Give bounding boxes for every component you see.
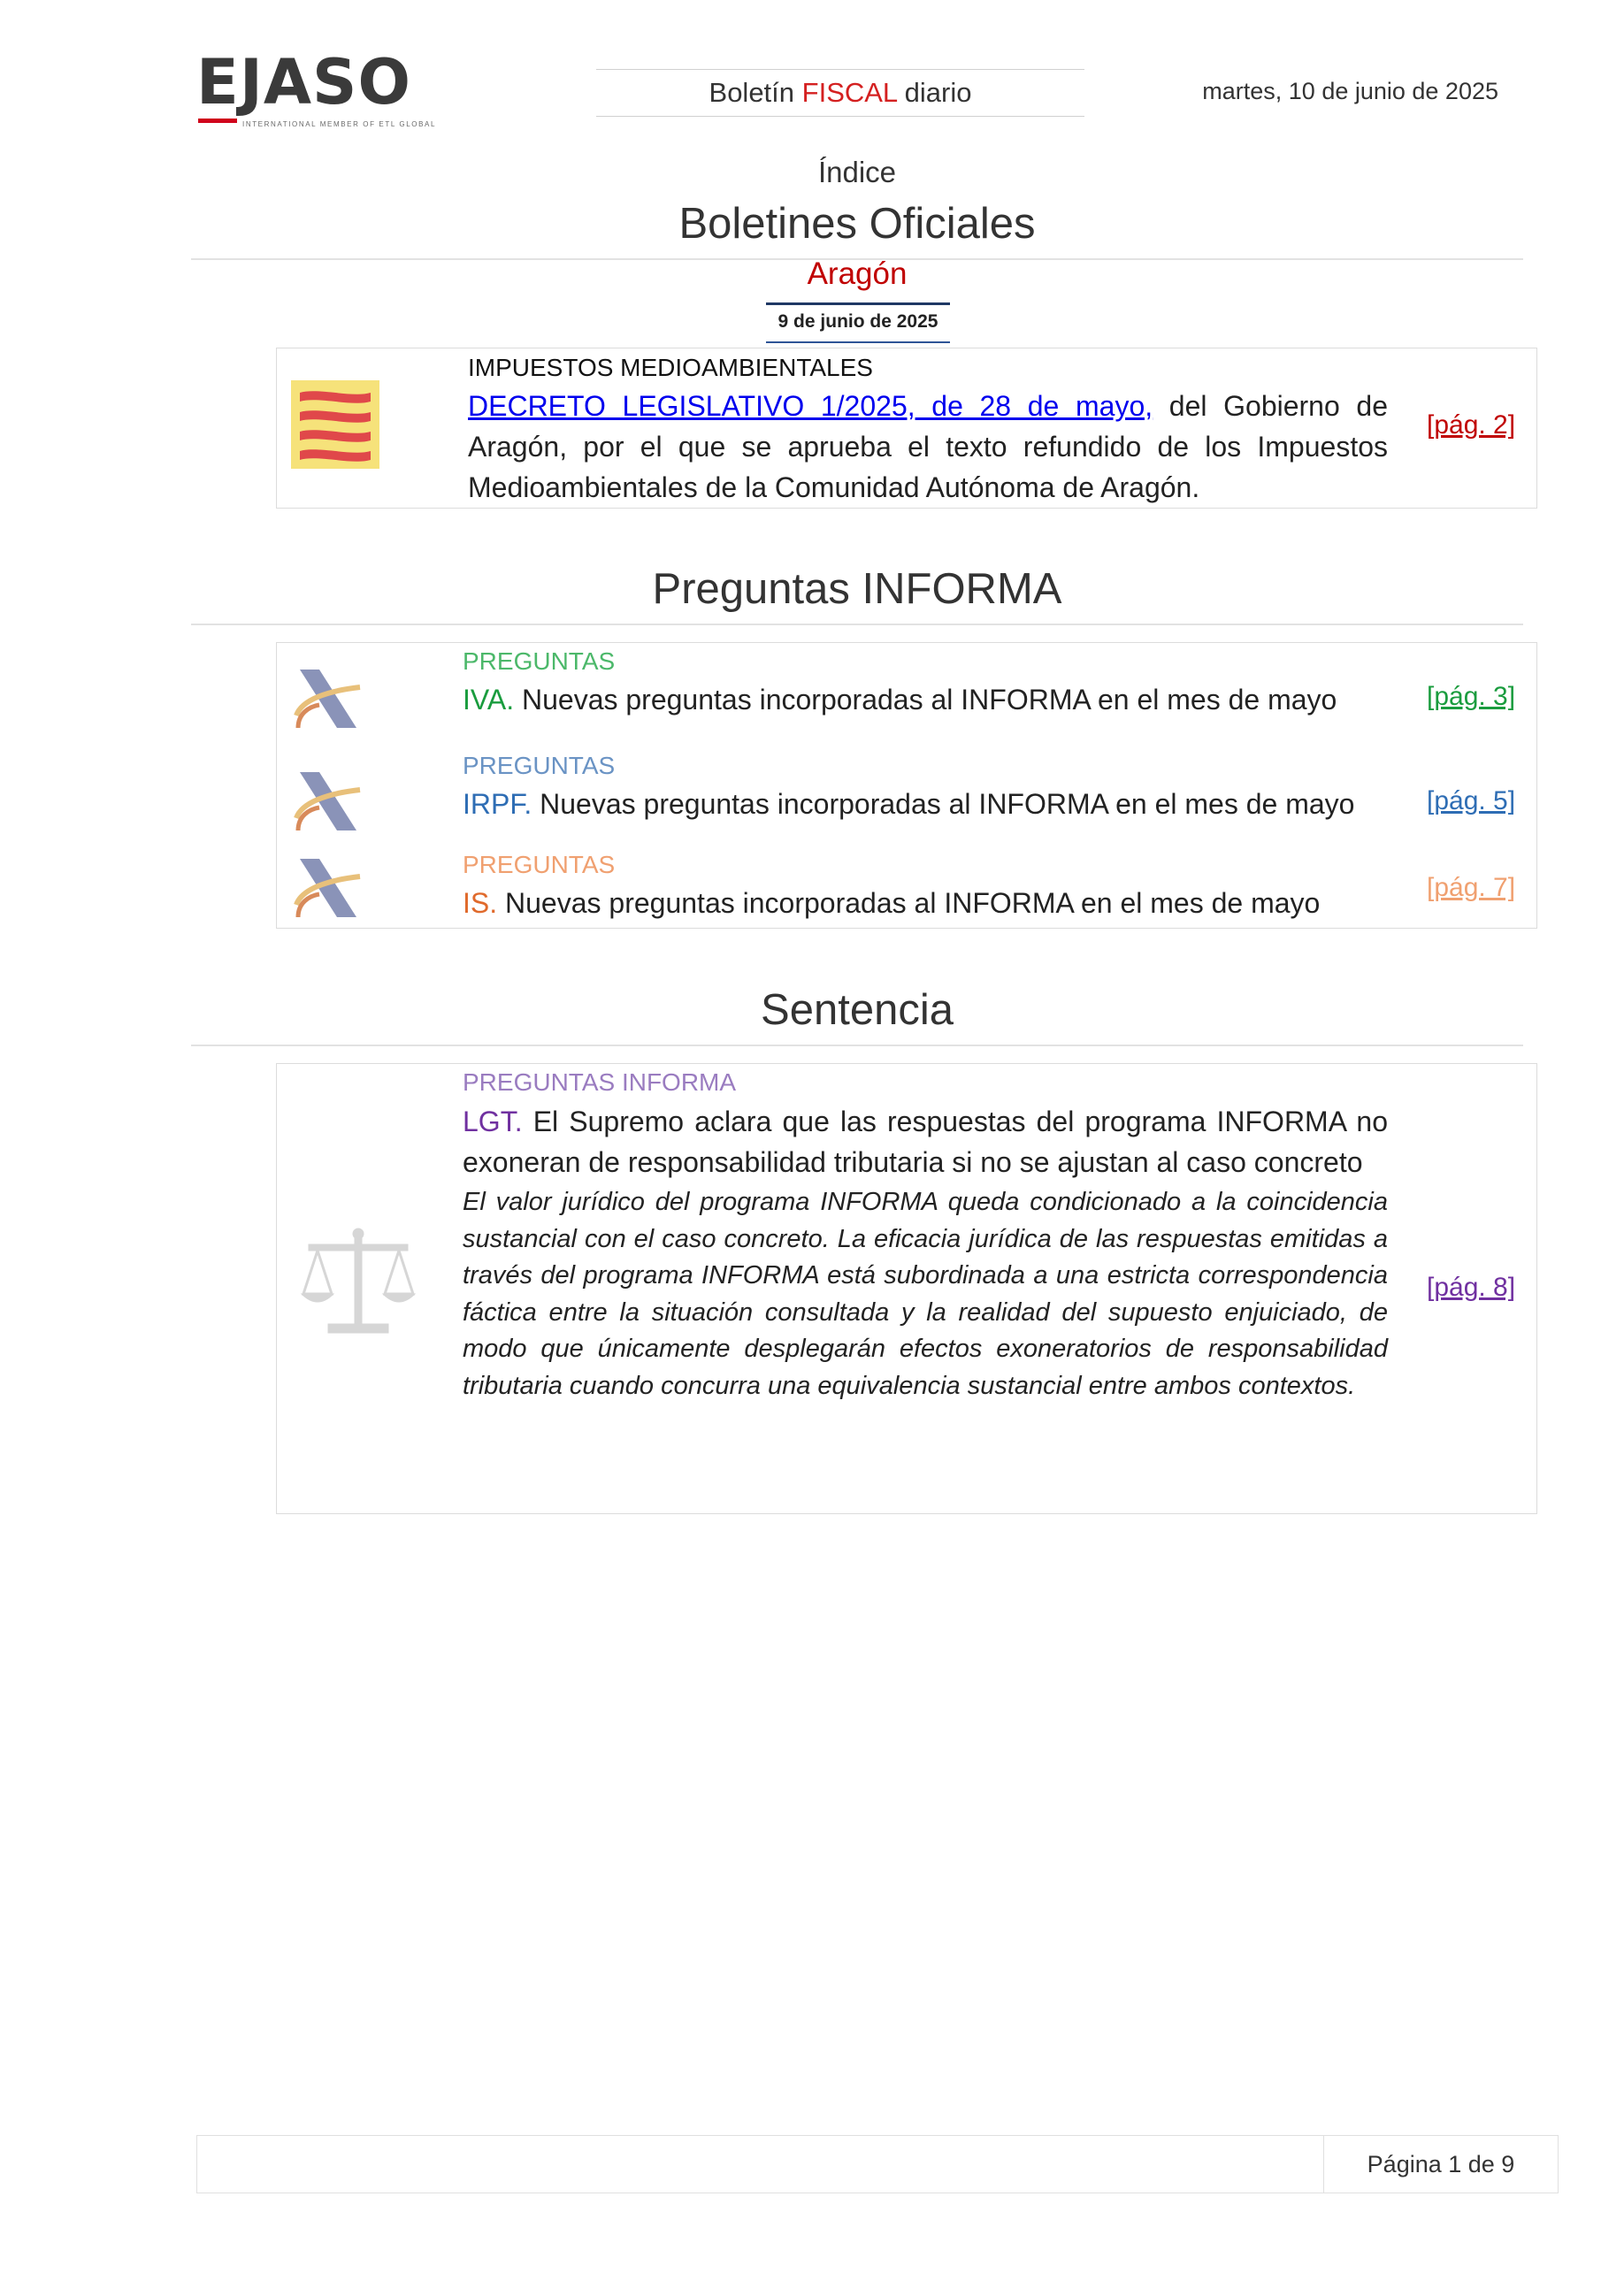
preguntas-entries-box [276, 642, 1537, 929]
aragon-flag-icon [291, 380, 379, 469]
aeat-logo-icon [293, 767, 364, 838]
entry-body: Nuevas preguntas incorporadas al INFORMA en el mes de mayo [532, 788, 1355, 820]
section-title-preguntas: Preguntas INFORMA [652, 565, 1062, 613]
aeat-logo-icon [293, 853, 364, 924]
bulletin-date-label: 9 de junio de 2025 [766, 302, 950, 343]
logo-subtitle: INTERNATIONAL MEMBER OF ETL GLOBAL [242, 120, 437, 128]
entry-text [463, 680, 1400, 719]
section-rule [191, 624, 1523, 625]
logo-text: EJASO [196, 46, 411, 119]
entry-category: PREGUNTAS [463, 647, 616, 675]
region-title: Aragón [807, 256, 908, 291]
entry-text [463, 784, 1400, 823]
entry-tag: IVA. [463, 684, 515, 716]
scales-of-justice-icon [296, 1221, 420, 1345]
title-prefix: Boletín [709, 77, 802, 108]
section-title-boletines: Boletines Oficiales [678, 200, 1036, 248]
entry-category: PREGUNTAS INFORMA [463, 1068, 737, 1096]
entry-summary: El valor jurídico del programa INFORMA queda condicionado a la coincidencia sustancial con el caso concreto. La eficacia jurídica de las respuestas emitidas a través del programa INFORMA está subordinada a una estricta correspondencia fáctica entre la situación consultada y la realidad del supuesto enjuiciado, de modo que únicamente desplegarán efectos exoneratorios de responsabilidad tributaria cuando concurra una equivalencia sustancial entre ambos contextos. [463, 1188, 1388, 1400]
entry-tag: IRPF. [463, 788, 532, 820]
header-date: martes, 10 de junio de 2025 [1202, 78, 1498, 104]
entry-body: Nuevas preguntas incorporadas al INFORMA en el mes de mayo [497, 887, 1321, 919]
entry-text [468, 386, 1388, 508]
page-link[interactable]: [pág. 2] [1427, 410, 1516, 440]
sentencia-entry-box [276, 1063, 1537, 1514]
entry-body: El Supremo aclara que las respuestas del programa INFORMA no exoneran de responsabilidad tributaria si no se ajustan al caso concreto [463, 1106, 1388, 1178]
aeat-logo-icon [293, 664, 364, 735]
entry-category: PREGUNTAS [463, 851, 616, 878]
entry-tag: LGT. [463, 1106, 523, 1137]
entry-text [463, 884, 1400, 922]
page-link[interactable]: [pág. 7] [1427, 873, 1516, 902]
page-link[interactable]: [pág. 8] [1427, 1273, 1516, 1302]
boletin-entry-box [276, 348, 1537, 509]
logo-accent-bar [198, 119, 237, 123]
section-title-sentencia: Sentencia [761, 986, 954, 1034]
entry-category: PREGUNTAS [463, 752, 616, 779]
index-label: Índice [817, 156, 897, 188]
entry-tag: IS. [463, 887, 498, 919]
ejaso-logo [196, 46, 437, 129]
page-number: Página 1 de 9 [1367, 2151, 1515, 2177]
page-link[interactable]: [pág. 3] [1427, 682, 1516, 711]
entry-category: IMPUESTOS MEDIOAMBIENTALES [468, 354, 873, 381]
entry-body: del Gobierno de Aragón, por el que se aprueba el texto refundido de los Impuestos Medioambientales de la Comunidad Autónoma de Aragón. [468, 390, 1389, 503]
entry-body: Nuevas preguntas incorporadas al INFORMA en el mes de mayo [514, 684, 1337, 716]
page-link[interactable]: [pág. 5] [1427, 786, 1516, 815]
title-highlight: FISCAL [801, 77, 898, 108]
title-suffix: diario [897, 77, 972, 108]
section-rule [191, 1045, 1523, 1046]
bulletin-title [596, 69, 1084, 117]
entry-text [463, 1101, 1388, 1182]
decree-link[interactable]: DECRETO LEGISLATIVO 1/2025, de 28 de mayo, [468, 390, 1153, 422]
